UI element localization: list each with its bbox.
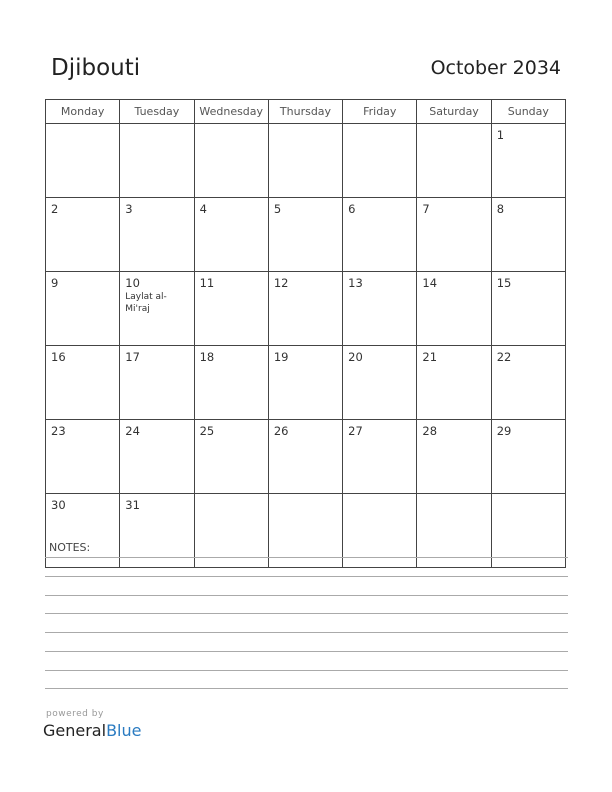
note-line bbox=[45, 613, 568, 614]
note-line bbox=[45, 688, 568, 689]
day-number: 29 bbox=[496, 424, 512, 438]
weekday-header: Monday bbox=[46, 100, 120, 124]
note-line bbox=[45, 557, 568, 558]
day-cell bbox=[343, 198, 417, 272]
day-cell bbox=[268, 346, 342, 420]
day-cell bbox=[491, 420, 565, 494]
day-number: 9 bbox=[51, 276, 59, 290]
day-cell bbox=[194, 272, 268, 346]
day-number: 30 bbox=[51, 498, 66, 512]
day-number: 23 bbox=[51, 424, 66, 438]
day-cell bbox=[46, 272, 120, 346]
day-cell bbox=[268, 198, 342, 272]
day-number: 14 bbox=[422, 276, 438, 290]
day-number: 2 bbox=[51, 202, 59, 216]
day-number: 31 bbox=[125, 498, 140, 512]
day-number: 4 bbox=[199, 202, 207, 216]
day-cell bbox=[491, 124, 565, 198]
day-cell bbox=[120, 272, 194, 346]
weekday-header: Sunday bbox=[491, 100, 565, 124]
day-cell bbox=[268, 272, 342, 346]
day-number: 20 bbox=[348, 350, 363, 364]
note-line bbox=[45, 576, 568, 577]
day-cell bbox=[343, 124, 417, 198]
weekday-header: Tuesday bbox=[120, 100, 194, 124]
weekday-header-row bbox=[46, 100, 566, 124]
week-row bbox=[46, 420, 566, 494]
day-cell bbox=[46, 420, 120, 494]
week-row bbox=[46, 272, 566, 346]
day-cell bbox=[268, 124, 342, 198]
day-cell bbox=[268, 420, 342, 494]
day-cell bbox=[417, 124, 491, 198]
note-line bbox=[45, 632, 568, 633]
day-number: 3 bbox=[125, 202, 133, 216]
day-cell bbox=[120, 124, 194, 198]
day-number: 19 bbox=[273, 350, 289, 364]
day-number: 1 bbox=[496, 128, 505, 142]
weekday-header: Wednesday bbox=[194, 100, 268, 124]
day-cell bbox=[491, 198, 565, 272]
day-number: 12 bbox=[273, 276, 289, 290]
note-line bbox=[45, 651, 568, 652]
day-cell bbox=[120, 420, 194, 494]
day-cell bbox=[343, 346, 417, 420]
day-cell bbox=[46, 346, 120, 420]
day-cell bbox=[491, 346, 565, 420]
weekday-header: Friday bbox=[343, 100, 417, 124]
day-number: 28 bbox=[422, 424, 438, 438]
day-cell bbox=[120, 346, 194, 420]
day-cell bbox=[417, 198, 491, 272]
day-number: 27 bbox=[348, 424, 363, 438]
week-row bbox=[46, 198, 566, 272]
day-number: 24 bbox=[125, 424, 140, 438]
day-number: 6 bbox=[348, 202, 356, 216]
day-cell bbox=[46, 198, 120, 272]
day-number: 7 bbox=[422, 202, 430, 216]
day-number: 11 bbox=[199, 276, 215, 290]
day-number: 18 bbox=[199, 350, 215, 364]
day-number: 26 bbox=[273, 424, 289, 438]
day-number: 22 bbox=[496, 350, 512, 364]
holiday-label: Laylat al-Mi'raj bbox=[125, 292, 167, 314]
notes-label: NOTES: bbox=[49, 541, 91, 554]
brand-logo bbox=[43, 721, 141, 740]
week-row bbox=[46, 346, 566, 420]
page-title-country: Djibouti bbox=[51, 55, 141, 81]
day-cell bbox=[417, 272, 491, 346]
day-cell bbox=[417, 420, 491, 494]
brand-name-part1: General bbox=[43, 721, 107, 740]
day-number: 10 bbox=[125, 276, 140, 290]
day-number: 17 bbox=[125, 350, 140, 364]
day-number: 25 bbox=[199, 424, 215, 438]
page-title-month: October 2034 bbox=[430, 57, 561, 79]
day-number: 15 bbox=[496, 276, 512, 290]
note-line bbox=[45, 670, 568, 671]
calendar-grid bbox=[45, 99, 566, 568]
day-number: 21 bbox=[422, 350, 438, 364]
day-number: 5 bbox=[273, 202, 282, 216]
day-cell bbox=[194, 198, 268, 272]
day-cell bbox=[417, 346, 491, 420]
day-number: 16 bbox=[51, 350, 66, 364]
day-cell bbox=[194, 124, 268, 198]
note-line bbox=[45, 595, 568, 596]
day-number: 13 bbox=[348, 276, 363, 290]
week-row bbox=[46, 124, 566, 198]
day-cell bbox=[194, 420, 268, 494]
day-cell bbox=[194, 346, 268, 420]
weekday-header: Thursday bbox=[268, 100, 342, 124]
powered-by-text: powered by bbox=[46, 709, 104, 719]
day-cell bbox=[343, 420, 417, 494]
day-cell bbox=[491, 272, 565, 346]
weekday-header: Saturday bbox=[417, 100, 491, 124]
day-cell bbox=[343, 272, 417, 346]
brand-name-part2: Blue bbox=[106, 721, 142, 740]
day-cell bbox=[120, 198, 194, 272]
day-number: 8 bbox=[496, 202, 505, 216]
day-cell bbox=[46, 124, 120, 198]
